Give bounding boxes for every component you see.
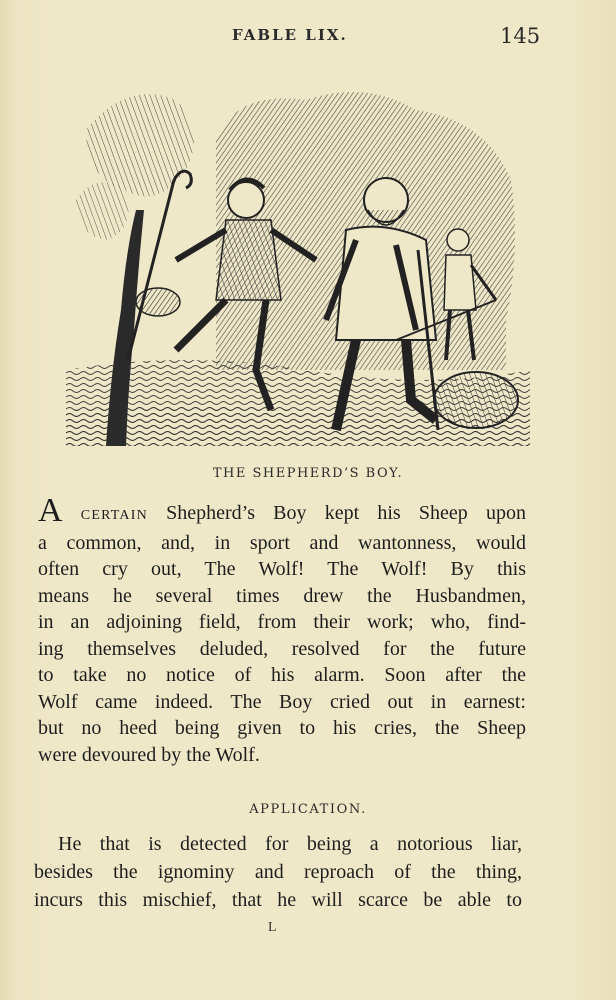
illustration-caption: THE SHEPHERD’S BOY. bbox=[212, 466, 404, 481]
text-line: often cry out, The Wolf! The Wolf! By this bbox=[38, 558, 526, 580]
small-caps-word: CERTAIN bbox=[80, 508, 148, 523]
text-line: to take no notice of his alarm. Soon after the bbox=[38, 664, 526, 686]
text-line: were devoured by the Wolf. bbox=[38, 743, 260, 766]
text-line: in an adjoining field, from their work; who, find- bbox=[38, 611, 526, 633]
fable-number-title: FABLE LIX. bbox=[232, 26, 348, 44]
text-line-content: Shepherd’s Boy kept his Sheep upon bbox=[147, 502, 527, 524]
text-line: incurs this mischief, that he will scarce be able to bbox=[34, 889, 522, 911]
page-number: 145 bbox=[500, 24, 541, 48]
running-head bbox=[0, 24, 616, 50]
fable-body bbox=[38, 492, 527, 768]
text-line: Wolf came indeed. The Boy cried out in earnest: bbox=[38, 690, 526, 713]
text-line: but no heed being given to his cries, the Sheep bbox=[38, 717, 526, 739]
text-line: a common, and, in sport and wantonness, would bbox=[38, 531, 526, 554]
text-line: ing themselves deluded, resolved for the future bbox=[38, 637, 526, 660]
text-line: He that is detected for being a notorious liar, bbox=[58, 833, 522, 855]
application-heading: APPLICATION. bbox=[249, 802, 367, 817]
signature-mark: L bbox=[268, 920, 277, 935]
woodcut-illustration bbox=[66, 70, 530, 446]
text-line bbox=[38, 492, 527, 530]
drop-cap: A bbox=[38, 492, 63, 529]
application-body bbox=[34, 830, 522, 914]
text-line: besides the ignominy and reproach of the thing, bbox=[34, 861, 522, 883]
text-line: means he several times drew the Husbandmen, bbox=[38, 584, 526, 607]
